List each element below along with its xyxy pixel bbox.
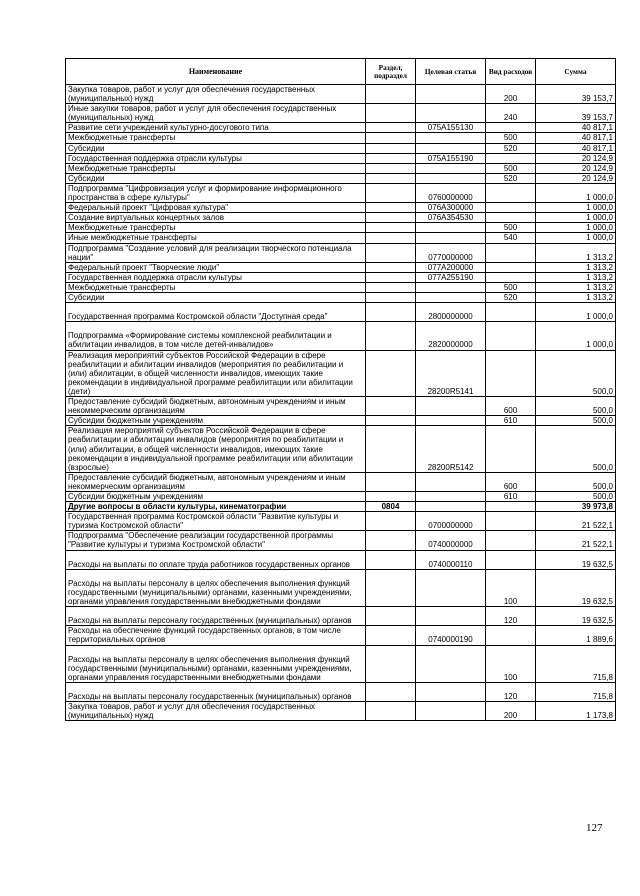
table-row [66,233,616,243]
row-exp-type: 200 [486,702,536,721]
row-sum: 1 000,0 [536,183,616,202]
row-name: Закупка товаров, работ и услуг для обеспечения государственных (муниципальных) нужд [66,85,366,104]
row-section [366,183,416,202]
table-row [66,153,616,163]
row-exp-type [486,272,536,282]
table-row [66,303,616,322]
row-name: Подпрограмма «Формирование системы комплексной реабилитации и абилитации инвалидов, в том числе детей-инвалидов» [66,322,366,350]
row-target [416,416,486,426]
table-row [66,133,616,143]
row-target [416,569,486,606]
row-name: Расходы на выплаты персоналу в целях обеспечения выполнения функций государственными (муниципальными) органами, казенными учреждениями, органами управления государственными внебюджетными фондами [66,645,366,682]
row-exp-type: 610 [486,416,536,426]
row-exp-type [486,626,536,645]
row-sum: 40 817,1 [536,133,616,143]
row-sum: 19 632,5 [536,569,616,606]
row-target: 0740000000 [416,531,486,550]
row-exp-type: 520 [486,173,536,183]
table-row [66,243,616,262]
header-exp-type: Вид расходов [486,59,536,85]
row-section [366,213,416,223]
table-row [66,531,616,550]
row-target [416,233,486,243]
row-exp-type [486,123,536,133]
row-target [416,397,486,416]
table-row [66,262,616,272]
row-sum: 1 313,2 [536,243,616,262]
row-name: Федеральный проект "Творческие люди" [66,262,366,272]
row-name: Межбюджетные трансферты [66,223,366,233]
row-sum: 20 124,9 [536,163,616,173]
row-section [366,645,416,682]
table-row [66,282,616,292]
row-section [366,272,416,282]
row-exp-type [486,303,536,322]
row-name: Субсидии [66,292,366,302]
budget-table [65,58,616,721]
row-exp-type [486,203,536,213]
row-target [416,163,486,173]
table-row [66,223,616,233]
row-exp-type: 600 [486,397,536,416]
row-sum: 1 313,2 [536,272,616,282]
row-target: 0760000000 [416,183,486,202]
row-target [416,223,486,233]
row-target: 28200R5141 [416,350,486,397]
row-section [366,426,416,473]
table-row [66,702,616,721]
row-name: Межбюджетные трансферты [66,163,366,173]
row-target [416,702,486,721]
row-target: 0740000190 [416,626,486,645]
row-name: Подпрограмма "Цифровизация услуг и формирование информационного пространства в сфере культуры" [66,183,366,202]
row-target [416,492,486,502]
row-name: Межбюджетные трансферты [66,282,366,292]
row-section [366,702,416,721]
row-name: Расходы на выплаты по оплате труда работников государственных органов [66,550,366,569]
table-row [66,416,616,426]
table-row [66,607,616,626]
row-section [366,607,416,626]
row-section [366,233,416,243]
row-exp-type: 500 [486,223,536,233]
table-row [66,322,616,350]
row-exp-type: 600 [486,472,536,491]
row-target [416,143,486,153]
row-target [416,682,486,701]
row-exp-type: 240 [486,104,536,123]
row-sum: 500,0 [536,350,616,397]
row-section [366,550,416,569]
row-section [366,123,416,133]
row-sum: 500,0 [536,472,616,491]
table-header-row [66,59,616,85]
row-section [366,143,416,153]
row-exp-type: 120 [486,607,536,626]
row-name: Другие вопросы в области культуры, кинематографии [66,502,366,512]
row-section [366,322,416,350]
row-section [366,104,416,123]
row-target [416,472,486,491]
row-section [366,531,416,550]
table-row [66,512,616,531]
row-target [416,645,486,682]
table-row [66,123,616,133]
row-exp-type [486,243,536,262]
row-sum: 39 973,8 [536,502,616,512]
row-target [416,502,486,512]
budget-table-page [65,58,615,721]
table-row [66,397,616,416]
row-section [366,682,416,701]
header-sum: Сумма [536,59,616,85]
table-row [66,350,616,397]
row-exp-type: 100 [486,569,536,606]
row-name: Реализация мероприятий субъектов Российской Федерации в сфере реабилитации и абилитации инвалидов (мероприятия по реабилитации и (или) абилитации, в общей численности инвалидов, имеющих такие рекомендации в индивидуальной программе реабилитации или абилитации (дети) [66,350,366,397]
row-exp-type [486,550,536,569]
row-sum: 715,8 [536,682,616,701]
row-target [416,292,486,302]
row-section [366,203,416,213]
row-target: 077А255190 [416,272,486,282]
table-body [66,85,616,721]
row-section [366,350,416,397]
row-sum: 1 000,0 [536,213,616,223]
row-name: Иные закупки товаров, работ и услуг для обеспечения государственных (муниципальных) нужд [66,104,366,123]
table-row [66,143,616,153]
row-name: Предоставление субсидий бюджетным, автономным учреждениям и иным некоммерческим организациям [66,472,366,491]
row-section [366,243,416,262]
row-name: Субсидии [66,143,366,153]
row-target: 2820000000 [416,322,486,350]
table-row [66,569,616,606]
row-name: Развитие сети учреждений культурно-досугового типа [66,123,366,133]
row-name: Субсидии бюджетным учреждениям [66,492,366,502]
row-name: Федеральный проект "Цифровая культура" [66,203,366,213]
row-sum: 1 000,0 [536,233,616,243]
row-target: 076А354530 [416,213,486,223]
row-target: 076А300000 [416,203,486,213]
table-row [66,550,616,569]
table-row [66,626,616,645]
row-sum: 21 522,1 [536,512,616,531]
row-exp-type [486,262,536,272]
row-exp-type: 500 [486,163,536,173]
row-section [366,492,416,502]
table-row [66,682,616,701]
table-row [66,163,616,173]
row-name: Государственная поддержка отрасли культуры [66,272,366,282]
row-section [366,173,416,183]
row-name: Создание виртуальных концертных залов [66,213,366,223]
row-section [366,85,416,104]
row-exp-type: 610 [486,492,536,502]
table-row [66,183,616,202]
row-section [366,133,416,143]
row-exp-type [486,213,536,223]
row-exp-type [486,322,536,350]
row-sum: 1 313,2 [536,292,616,302]
row-section [366,569,416,606]
row-name: Государственная программа Костромской области "Доступная среда" [66,303,366,322]
row-section [366,223,416,233]
row-exp-type: 500 [486,133,536,143]
row-sum: 1 000,0 [536,203,616,213]
row-name: Закупка товаров, работ и услуг для обеспечения государственных (муниципальных) нужд [66,702,366,721]
row-exp-type: 100 [486,645,536,682]
row-exp-type: 540 [486,233,536,243]
row-section [366,292,416,302]
row-sum: 1 000,0 [536,322,616,350]
table-row [66,104,616,123]
row-name: Межбюджетные трансферты [66,133,366,143]
table-row [66,272,616,282]
row-name: Субсидии бюджетным учреждениям [66,416,366,426]
row-exp-type [486,512,536,531]
table-row [66,203,616,213]
row-section [366,397,416,416]
row-target: 077А200000 [416,262,486,272]
table-row [66,85,616,104]
header-target: Целевая статья [416,59,486,85]
row-sum: 500,0 [536,492,616,502]
row-name: Предоставление субсидий бюджетным, автономным учреждениям и иным некоммерческим организациям [66,397,366,416]
row-sum: 40 817,1 [536,123,616,133]
row-target: 0700000000 [416,512,486,531]
row-target: 2800000000 [416,303,486,322]
row-sum: 19 632,5 [536,607,616,626]
row-exp-type: 520 [486,143,536,153]
row-target: 28200R5142 [416,426,486,473]
row-name: Расходы на выплаты персоналу в целях обеспечения выполнения функций государственными (муниципальными) органами, казенными учреждениями, органами управления государственными внебюджетными фондами [66,569,366,606]
row-exp-type: 200 [486,85,536,104]
row-exp-type [486,350,536,397]
row-exp-type [486,426,536,473]
table-row [66,502,616,512]
row-sum: 1 313,2 [536,282,616,292]
row-sum: 715,8 [536,645,616,682]
table-row [66,292,616,302]
row-section [366,416,416,426]
row-sum: 500,0 [536,397,616,416]
row-target: 075А155130 [416,123,486,133]
row-exp-type: 520 [486,292,536,302]
row-target [416,282,486,292]
row-sum: 1 000,0 [536,223,616,233]
row-name: Подпрограмма "Обеспечение реализации государственной программы "Развитие культуры и туризма Костромской области" [66,531,366,550]
table-row [66,492,616,502]
row-name: Субсидии [66,173,366,183]
row-target [416,607,486,626]
row-exp-type [486,153,536,163]
row-section [366,153,416,163]
table-row [66,426,616,473]
row-target [416,133,486,143]
row-name: Государственная программа Костромской области "Развитие культуры и туризма Костромской области" [66,512,366,531]
row-section [366,303,416,322]
row-exp-type [486,502,536,512]
row-target: 075А155190 [416,153,486,163]
row-sum: 19 632,5 [536,550,616,569]
row-section [366,626,416,645]
row-section [366,512,416,531]
row-target: 0770000000 [416,243,486,262]
row-name: Расходы на выплаты персоналу государственных (муниципальных) органов [66,607,366,626]
row-name: Иные межбюджетные трансферты [66,233,366,243]
row-exp-type: 120 [486,682,536,701]
row-sum: 500,0 [536,426,616,473]
row-section [366,472,416,491]
row-section [366,262,416,272]
row-sum: 40 817,1 [536,143,616,153]
page-number: 127 [586,822,603,834]
row-sum: 1 000,0 [536,303,616,322]
row-sum: 1 889,6 [536,626,616,645]
row-section: 0804 [366,502,416,512]
row-name: Подпрограмма "Создание условий для реализации творческого потенциала нации" [66,243,366,262]
row-sum: 500,0 [536,416,616,426]
row-target [416,104,486,123]
row-target [416,85,486,104]
header-section: Раздел, подраздел [366,59,416,85]
row-name: Расходы на обеспечение функций государственных органов, в том числе территориальных органов [66,626,366,645]
row-exp-type [486,183,536,202]
table-row [66,472,616,491]
table-row [66,173,616,183]
row-sum: 20 124,9 [536,173,616,183]
row-sum: 39 153,7 [536,85,616,104]
table-row [66,645,616,682]
header-name: Наименование [66,59,366,85]
row-target [416,173,486,183]
row-sum: 39 153,7 [536,104,616,123]
row-sum: 21 522,1 [536,531,616,550]
row-section [366,163,416,173]
row-target: 0740000110 [416,550,486,569]
table-row [66,213,616,223]
row-exp-type: 500 [486,282,536,292]
row-name: Государственная поддержка отрасли культуры [66,153,366,163]
row-exp-type [486,531,536,550]
row-name: Расходы на выплаты персоналу государственных (муниципальных) органов [66,682,366,701]
row-sum: 1 313,2 [536,262,616,272]
row-sum: 20 124,9 [536,153,616,163]
row-name: Реализация мероприятий субъектов Российской Федерации в сфере реабилитации и абилитации инвалидов (мероприятия по реабилитации и (или) абилитации, в общей численности инвалидов, имеющих такие рекомендации в индивидуальной программе реабилитации или абилитации (взрослые) [66,426,366,473]
row-section [366,282,416,292]
row-sum: 1 173,8 [536,702,616,721]
